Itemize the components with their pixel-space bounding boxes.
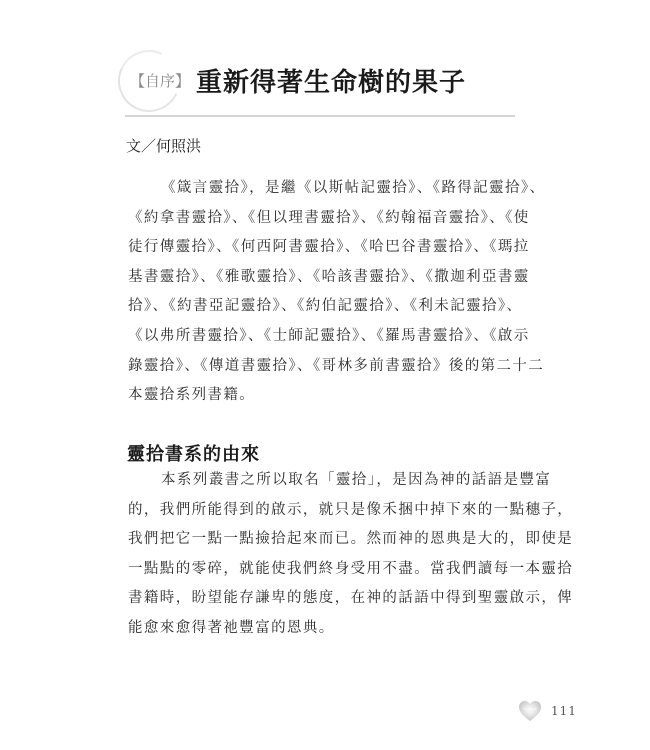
text-line: 錄靈拾》、《傳道書靈拾》、《哥林多前書靈拾》後的第二十二 — [128, 357, 545, 374]
intro-paragraph — [128, 174, 546, 411]
text-line: 我們把它一點一點撿拾起來而已。然而神的恩典是大的，即使是 — [128, 531, 574, 548]
text-line: 的，我們所能得到的啟示，就只是像禾捆中掉下來的一點穗子， — [128, 501, 574, 518]
section-heading: 靈拾書系的由來 — [127, 444, 260, 465]
text-line: 本系列叢書之所以取名「靈拾」，是因為神的話語是豐富 — [161, 472, 552, 488]
text-line: 一點點的零碎，就能使我們終身受用不盡。當我們讀每一本靈拾 — [128, 560, 574, 577]
text-line: 拾》、《約書亞記靈拾》、《約伯記靈拾》、《利未記靈拾》、 — [128, 298, 523, 315]
title-divider — [125, 115, 515, 117]
text-line: 能愈來愈得著祂豐富的恩典。 — [128, 619, 335, 636]
text-line: 基書靈拾》、《雅歌靈拾》、《哈該書靈拾》、《撒迦利亞書靈 — [128, 268, 530, 285]
text-line: 徒行傳靈拾》、《何西阿書靈拾》、《哈巴谷書靈拾》、《瑪拉 — [128, 239, 530, 256]
section-paragraph — [128, 466, 574, 644]
page-footer — [518, 700, 577, 722]
preface-tag: 【自序】 — [130, 72, 191, 90]
heart-icon — [518, 700, 542, 722]
page-number: 111 — [551, 704, 577, 718]
text-line: 本靈拾系列書籍。 — [128, 387, 256, 404]
text-line: 書籍時，盼望能存謙卑的態度，在神的話語中得到聖靈啟示，俾 — [128, 590, 574, 607]
author-byline: 文／何照洪 — [126, 137, 202, 155]
text-line: 《箴言靈拾》，是繼《以斯帖記靈拾》、《路得記靈拾》、 — [161, 180, 546, 196]
text-line: 《約拿書靈拾》、《但以理書靈拾》、《約翰福音靈拾》、《使 — [128, 209, 530, 226]
text-line: 《以弗所書靈拾》、《士師記靈拾》、《羅馬書靈拾》、《啟示 — [128, 327, 530, 344]
chapter-title: 重新得著生命樹的果子 — [196, 68, 467, 98]
